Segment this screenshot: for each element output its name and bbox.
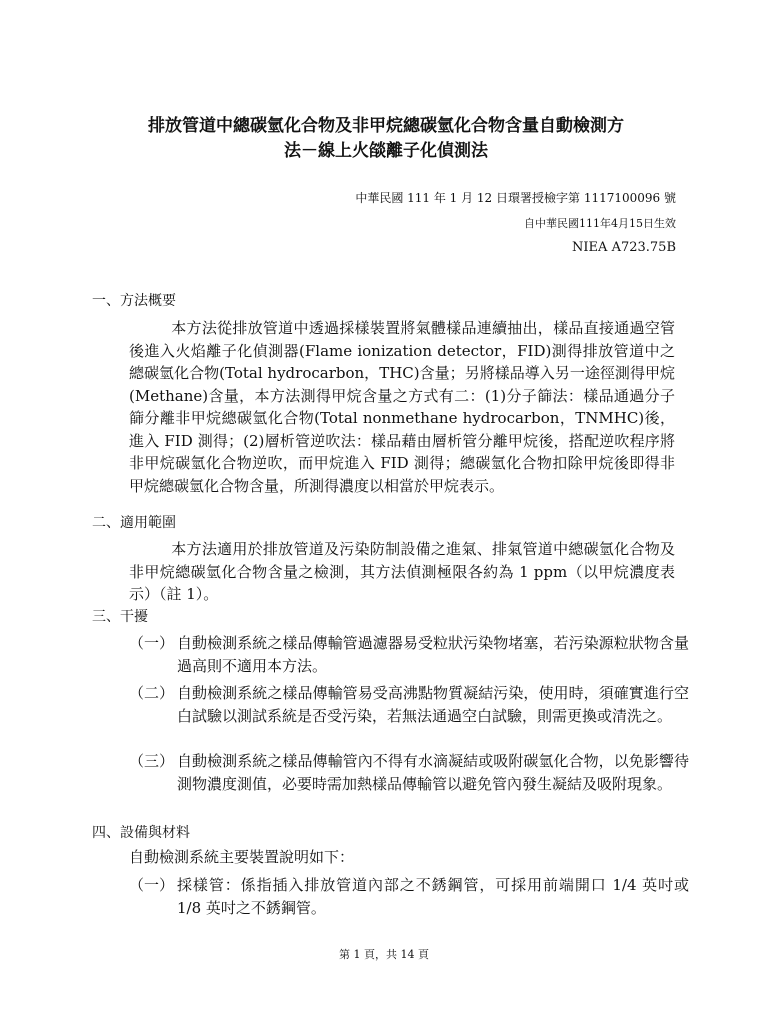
section-body-method-summary [129, 317, 675, 497]
method-summary-text: 本方法從排放管道中透過採樣裝置將氣體樣品連續抽出，樣品直接通過空管後進入火焰離子化偵測器(Flame ionization detector，FID)測得排放管道中之總碳氫化合物(Total hydrocarbon，THC)含量；另將樣品導入另一途徑測得甲烷(Methane)含量，本方法測得甲烷含量之方式有二：(1)分子篩法：樣品通過分子篩分離非甲烷總碳氫化合物(Total nonmethane hydrocarbon，TNMHC)後，進入 FID 測得；(2)層析管逆吹法：樣品藉由層析管分離甲烷後，搭配逆吹程序將非甲烷碳氫化合物逆吹，而甲烷進入 FID 測得；總碳氫化合物扣除甲烷後即得非甲烷總碳氫化合物含量，所測得濃度以相當於甲烷表示。 [129, 319, 675, 495]
section-body-scope [129, 538, 675, 606]
equipment-intro: 自動檢測系統主要裝置說明如下： [129, 848, 355, 866]
item-text: 自動檢測系統之樣品傳輸管過濾器易受粒狀污染物堵塞，若污染源粒狀物含量過高則不適用本方法。 [177, 634, 689, 675]
item-number: （二） [129, 684, 175, 702]
item-text: 採樣管：係指插入排放管道內部之不銹鋼管，可採用前端開口 1/4 英吋或 1/8 英吋之不銹鋼管。 [177, 876, 689, 917]
item-text: 自動檢測系統之樣品傳輸管易受高沸點物質凝結污染，使用時，須確實進行空白試驗以測試系統是否受污染，若無法通過空白試驗，則需更換或清洗之。 [177, 684, 689, 725]
section-heading-method-summary: 一、方法概要 [92, 293, 176, 309]
item-number: （一） [129, 634, 175, 652]
document-title [96, 114, 676, 164]
section-heading-equipment: 四、設備與材料 [92, 825, 190, 841]
section-heading-interference: 三、干擾 [92, 609, 148, 625]
item-number: （一） [129, 876, 175, 894]
method-code: NIEA A723.75B [572, 240, 676, 255]
section-heading-scope: 二、適用範圍 [92, 515, 176, 531]
page-footer: 第 1 頁，共 14 頁 [339, 948, 429, 961]
effective-date: 自中華民國111年4月15日生效 [524, 217, 676, 230]
item-text: 自動檢測系統之樣品傳輸管內不得有水滴凝結或吸附碳氫化合物，以免影響待測物濃度測值，必要時需加熱樣品傳輸管以避免管內發生凝結及吸附現象。 [177, 752, 689, 793]
announcement-line: 中華民國 111 年 1 月 12 日環署授檢字第 1117100096 號 [355, 191, 676, 205]
scope-text: 本方法適用於排放管道及污染防制設備之進氣、排氣管道中總碳氫化合物及非甲烷總碳氫化合物含量之檢測，其方法偵測極限各約為 1 ppm（以甲烷濃度表示）（註 1）。 [129, 540, 675, 603]
item-number: （三） [129, 752, 175, 770]
title-line-1: 排放管道中總碳氫化合物及非甲烷總碳氫化合物含量自動檢測方 [148, 116, 624, 136]
title-line-2: 法－線上火燄離子化偵測法 [284, 141, 488, 161]
